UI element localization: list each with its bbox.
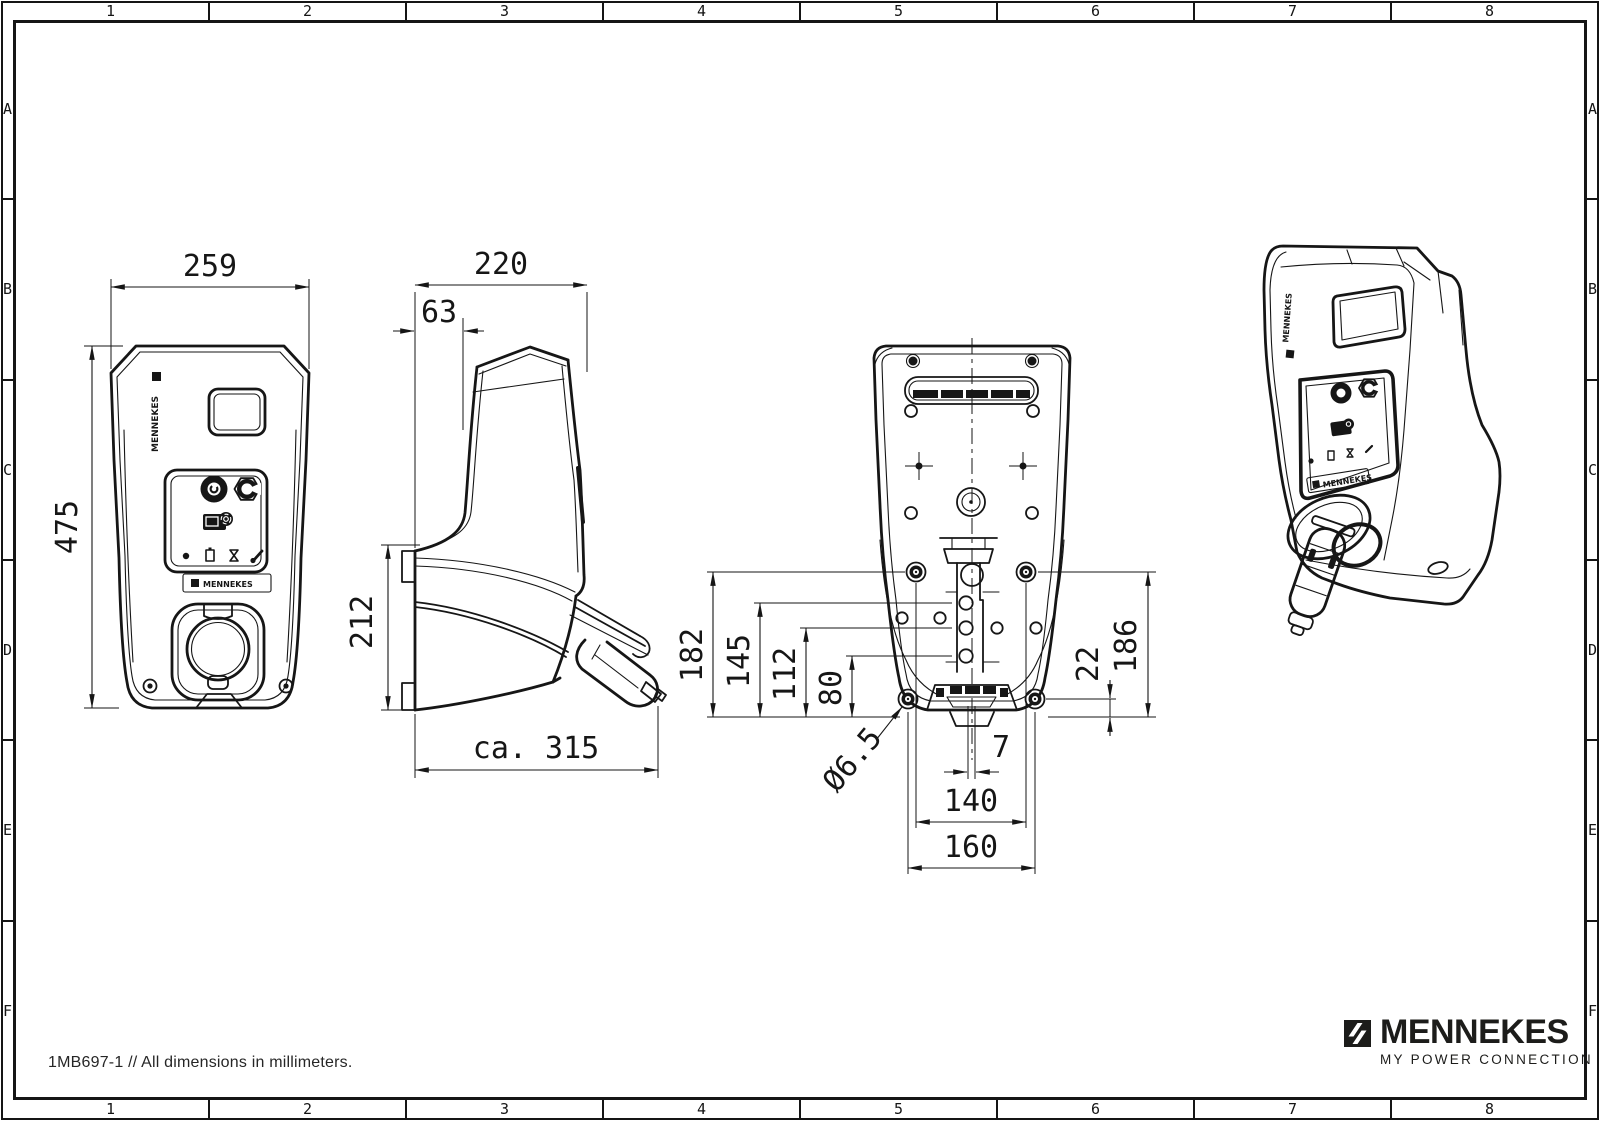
svg-text:212: 212 bbox=[345, 594, 380, 650]
grid-col-label: 3 bbox=[407, 2, 604, 20]
grid-col-label: 8 bbox=[1484, 1100, 1495, 1118]
svg-text:MENNEKES: MENNEKES bbox=[203, 580, 253, 589]
svg-text:220: 220 bbox=[473, 247, 529, 282]
logo-tagline: MY POWER CONNECTION bbox=[1380, 1052, 1593, 1067]
drawing-note: 1MB697-1 // All dimensions in millimeters. bbox=[48, 1054, 353, 1071]
svg-text:259: 259 bbox=[182, 249, 238, 284]
svg-text:MENNEKES: MENNEKES bbox=[1322, 472, 1373, 490]
grid-ruler-right bbox=[1587, 20, 1598, 1100]
svg-text:182: 182 bbox=[675, 627, 710, 683]
grid-row-label: F bbox=[2, 1001, 13, 1020]
svg-text:63: 63 bbox=[420, 295, 458, 330]
grid-row-label: C bbox=[2, 381, 13, 561]
grid-row-label: E bbox=[1587, 741, 1598, 921]
perspective-vertical-brand: MENNEKES bbox=[1281, 292, 1294, 343]
logo-brand-text: MENNEKES bbox=[1380, 1013, 1569, 1051]
grid-col-label: 7 bbox=[1195, 1100, 1392, 1118]
svg-text:112: 112 bbox=[768, 646, 803, 702]
svg-text:160: 160 bbox=[943, 830, 999, 865]
front-vertical-brand: MENNEKES bbox=[151, 396, 161, 452]
grid-ruler-bottom bbox=[13, 1100, 1587, 1118]
grid-row-label: F bbox=[1587, 1001, 1598, 1020]
mennekes-logo-icon bbox=[1344, 1020, 1371, 1047]
svg-text:186: 186 bbox=[1109, 618, 1144, 674]
svg-text:145: 145 bbox=[722, 633, 757, 689]
grid-col-label: 2 bbox=[210, 2, 407, 20]
grid-col-label: 4 bbox=[604, 1100, 801, 1118]
svg-text:22: 22 bbox=[1071, 645, 1106, 683]
grid-row-label: B bbox=[2, 200, 13, 380]
grid-row-label: D bbox=[2, 561, 13, 741]
grid-col-label: 6 bbox=[998, 2, 1195, 20]
grid-col-label: 2 bbox=[210, 1100, 407, 1118]
grid-col-label: 7 bbox=[1195, 2, 1392, 20]
grid-col-label: 5 bbox=[801, 2, 998, 20]
svg-text:140: 140 bbox=[943, 784, 999, 819]
grid-row-label: B bbox=[1587, 200, 1598, 380]
grid-ruler-left bbox=[2, 20, 13, 1100]
svg-text:7: 7 bbox=[991, 730, 1011, 765]
grid-row-label: E bbox=[2, 741, 13, 921]
grid-ruler-top bbox=[13, 2, 1587, 20]
svg-text:Ø6.5: Ø6.5 bbox=[816, 720, 890, 799]
grid-col-label: 6 bbox=[998, 1100, 1195, 1118]
grid-col-label: 3 bbox=[407, 1100, 604, 1118]
grid-row-label: A bbox=[1587, 20, 1598, 200]
svg-text:80: 80 bbox=[814, 669, 849, 707]
sheet-inner-frame bbox=[13, 20, 1587, 1100]
grid-col-label: 4 bbox=[604, 2, 801, 20]
grid-row-label: A bbox=[2, 20, 13, 200]
grid-col-label: 1 bbox=[13, 2, 210, 20]
grid-col-label: 1 bbox=[13, 1100, 210, 1118]
svg-text:ca. 315: ca. 315 bbox=[472, 731, 600, 766]
svg-text:475: 475 bbox=[50, 499, 85, 555]
grid-row-label: C bbox=[1587, 381, 1598, 561]
grid-row-label: D bbox=[1587, 561, 1598, 741]
mennekes-logo bbox=[1344, 1013, 1593, 1067]
grid-col-label: 8 bbox=[1484, 2, 1495, 20]
grid-col-label: 5 bbox=[801, 1100, 998, 1118]
